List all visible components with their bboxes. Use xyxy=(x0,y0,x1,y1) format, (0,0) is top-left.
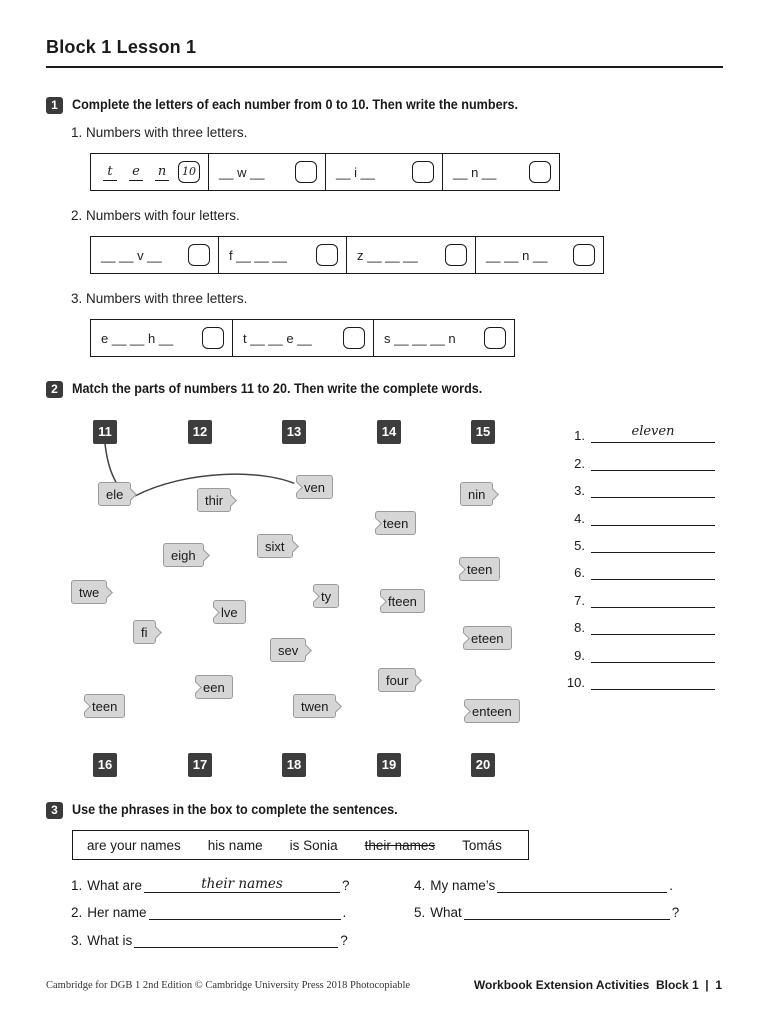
answer-box[interactable] xyxy=(412,161,434,183)
answer-box[interactable] xyxy=(316,244,338,266)
answer-line[interactable] xyxy=(591,507,715,526)
sentence-number: 4. xyxy=(414,878,426,893)
phrase: are your names xyxy=(87,837,181,853)
answer-line[interactable] xyxy=(591,671,715,690)
answer-number: 7. xyxy=(574,592,585,608)
sentence-punct: ? xyxy=(671,905,680,920)
answer-line[interactable] xyxy=(591,479,715,498)
letter-pattern: __ __ v __ xyxy=(101,247,162,263)
sentence-1 xyxy=(71,876,350,893)
phrase: is Sonia xyxy=(289,837,338,853)
sentence-blank[interactable] xyxy=(149,903,341,920)
exercise-3-number: 3 xyxy=(46,802,63,819)
number-tile-19: 19 xyxy=(377,753,401,777)
word-piece[interactable]: lve xyxy=(213,600,246,624)
letter-pattern: __ i __ xyxy=(336,164,376,180)
number-tile-18: 18 xyxy=(282,753,306,777)
word-piece[interactable]: een xyxy=(195,675,233,699)
number-tile-17: 17 xyxy=(188,753,212,777)
sentence-text: What are xyxy=(87,878,143,893)
answer-line[interactable] xyxy=(591,534,715,553)
answer-number: 8. xyxy=(574,620,585,636)
answer-line[interactable] xyxy=(591,589,715,608)
sentence-blank[interactable]: their names xyxy=(144,876,340,893)
number-tile-15: 15 xyxy=(471,420,495,444)
word-piece[interactable]: teen xyxy=(84,694,125,718)
answer-box[interactable] xyxy=(295,161,317,183)
exercise-1-number: 1 xyxy=(46,97,63,114)
answer-number: 4. xyxy=(574,510,585,526)
answer-line[interactable] xyxy=(591,616,715,635)
answer-number: 1. xyxy=(574,428,585,444)
word-piece[interactable]: eteen xyxy=(463,626,512,650)
word-piece[interactable]: four xyxy=(378,668,416,692)
page-title: Block 1 Lesson 1 xyxy=(46,37,197,57)
ex1-group-3-table xyxy=(90,319,515,357)
answer-row xyxy=(563,498,715,525)
footer-copyright: Cambridge for DGB 1 2nd Edition © Cambridge University Press 2018 Photocopiable xyxy=(46,980,411,991)
word-piece[interactable]: fi xyxy=(133,620,156,644)
letter-pattern: __ n __ xyxy=(453,164,497,180)
sentence-text: Her name xyxy=(87,905,147,920)
word-piece[interactable]: teen xyxy=(375,511,416,535)
answer-number: 9. xyxy=(574,647,585,663)
answer-box[interactable] xyxy=(573,244,595,266)
letter-pattern: e __ __ h __ xyxy=(101,330,174,346)
example-letter-e: e xyxy=(129,164,143,181)
word-piece[interactable]: enteen xyxy=(464,699,520,723)
word-piece[interactable]: ven xyxy=(296,475,333,499)
sentence-blank[interactable] xyxy=(464,903,670,920)
answer-number: 2. xyxy=(574,455,585,471)
number-tile-11: 11 xyxy=(93,420,117,444)
sentence-blank[interactable] xyxy=(134,931,338,948)
answer-line[interactable]: eleven xyxy=(591,424,715,443)
answer-box[interactable] xyxy=(202,327,224,349)
sentence-blank[interactable] xyxy=(497,876,667,893)
ex1-cell[interactable] xyxy=(326,154,443,190)
answer-row xyxy=(563,443,715,470)
sentence-punct: . xyxy=(342,905,347,920)
phrase-box xyxy=(72,830,529,860)
answer-row xyxy=(563,580,715,607)
answer-row xyxy=(563,471,715,498)
answer-row xyxy=(563,608,715,635)
sentence-4 xyxy=(414,876,673,893)
answer-box[interactable] xyxy=(343,327,365,349)
word-piece[interactable]: eigh xyxy=(163,543,204,567)
letter-pattern: s __ __ __ n xyxy=(384,330,456,346)
phrase: his name xyxy=(207,837,263,853)
ex1-cell[interactable] xyxy=(209,154,326,190)
word-piece[interactable]: sev xyxy=(270,638,306,662)
sentence-number: 2. xyxy=(71,905,83,920)
word-piece[interactable]: ty xyxy=(313,584,339,608)
answer-row xyxy=(563,635,715,662)
header-rule xyxy=(46,66,723,68)
number-tile-20: 20 xyxy=(471,753,495,777)
phrase-used: their names xyxy=(364,837,436,853)
answer-number: 6. xyxy=(574,565,585,581)
answer-box[interactable] xyxy=(188,244,210,266)
ex1-cell[interactable] xyxy=(374,320,514,356)
answer-box[interactable] xyxy=(445,244,467,266)
letter-pattern: z __ __ __ xyxy=(357,247,418,263)
word-piece[interactable]: twe xyxy=(71,580,107,604)
ex1-group-1-label: 1. Numbers with three letters. xyxy=(71,125,248,140)
letter-pattern: f __ __ __ xyxy=(229,247,287,263)
number-tile-14: 14 xyxy=(377,420,401,444)
word-piece[interactable]: fteen xyxy=(380,589,425,613)
ex1-cell[interactable] xyxy=(91,154,209,190)
ex1-cell[interactable] xyxy=(91,237,219,273)
number-tile-12: 12 xyxy=(188,420,212,444)
answer-box[interactable] xyxy=(484,327,506,349)
ex1-cell[interactable] xyxy=(347,237,476,273)
number-tile-16: 16 xyxy=(93,753,117,777)
number-tile-13: 13 xyxy=(282,420,306,444)
answer-row xyxy=(563,416,715,443)
ex1-group-3-label: 3. Numbers with three letters. xyxy=(71,291,248,306)
word-piece[interactable]: thir xyxy=(197,488,231,512)
footer-page-label: Workbook Extension Activities Block 1 | 1 xyxy=(473,978,722,992)
sentence-punct: ? xyxy=(342,878,350,893)
answer-number: 3. xyxy=(574,483,585,499)
sentence-3 xyxy=(71,931,348,948)
exercise-2-number: 2 xyxy=(46,381,63,398)
letter-pattern: __ __ n __ xyxy=(486,247,548,263)
answer-row xyxy=(563,526,715,553)
sentence-text: What xyxy=(430,905,462,920)
word-piece[interactable]: ele xyxy=(98,482,131,506)
ex1-group-1-table xyxy=(90,153,560,191)
sentence-text: My name’s xyxy=(430,878,496,893)
letter-pattern: __ w __ xyxy=(219,164,265,180)
answer-box[interactable] xyxy=(529,161,551,183)
answer-box[interactable]: 10 xyxy=(178,161,200,183)
ex1-cell[interactable] xyxy=(443,154,559,190)
ex1-cell[interactable] xyxy=(91,320,233,356)
sentence-punct: . xyxy=(669,878,674,893)
ex1-group-2-label: 2. Numbers with four letters. xyxy=(71,208,240,223)
word-piece[interactable]: sixt xyxy=(257,534,293,558)
sentence-number: 3. xyxy=(71,933,83,948)
ex1-cell[interactable] xyxy=(233,320,374,356)
answer-line[interactable] xyxy=(591,644,715,663)
sentence-punct: ? xyxy=(340,933,348,948)
sentence-number: 1. xyxy=(71,878,83,893)
letter-pattern: t __ __ e __ xyxy=(243,330,312,346)
answer-row xyxy=(563,553,715,580)
sentence-2 xyxy=(71,903,346,920)
sentence-number: 5. xyxy=(414,905,426,920)
ex1-group-2-table xyxy=(90,236,604,274)
answer-row xyxy=(563,663,715,690)
sentence-text: What is xyxy=(87,933,133,948)
answer-number: 10. xyxy=(566,674,585,690)
answer-line[interactable] xyxy=(591,561,715,580)
example-letter-n: n xyxy=(155,164,169,181)
exercise-1-instruction: Complete the letters of each number from 0 to 10. Then write the numbers. xyxy=(72,96,518,112)
sentence-5 xyxy=(414,903,679,920)
word-piece[interactable]: twen xyxy=(293,694,336,718)
exercise-3-instruction: Use the phrases in the box to complete the sentences. xyxy=(72,801,398,817)
word-piece[interactable]: nin xyxy=(460,482,493,506)
answer-number: 5. xyxy=(574,537,585,553)
exercise-2-instruction: Match the parts of numbers 11 to 20. Then write the complete words. xyxy=(72,380,483,396)
word-piece[interactable]: teen xyxy=(459,557,500,581)
answer-list xyxy=(563,416,715,690)
example-letters xyxy=(101,164,171,181)
ex1-cell[interactable] xyxy=(476,237,603,273)
ex1-cell[interactable] xyxy=(219,237,347,273)
phrase: Tomás xyxy=(462,837,502,853)
example-letter-t: t xyxy=(103,164,117,181)
answer-line[interactable] xyxy=(591,452,715,471)
